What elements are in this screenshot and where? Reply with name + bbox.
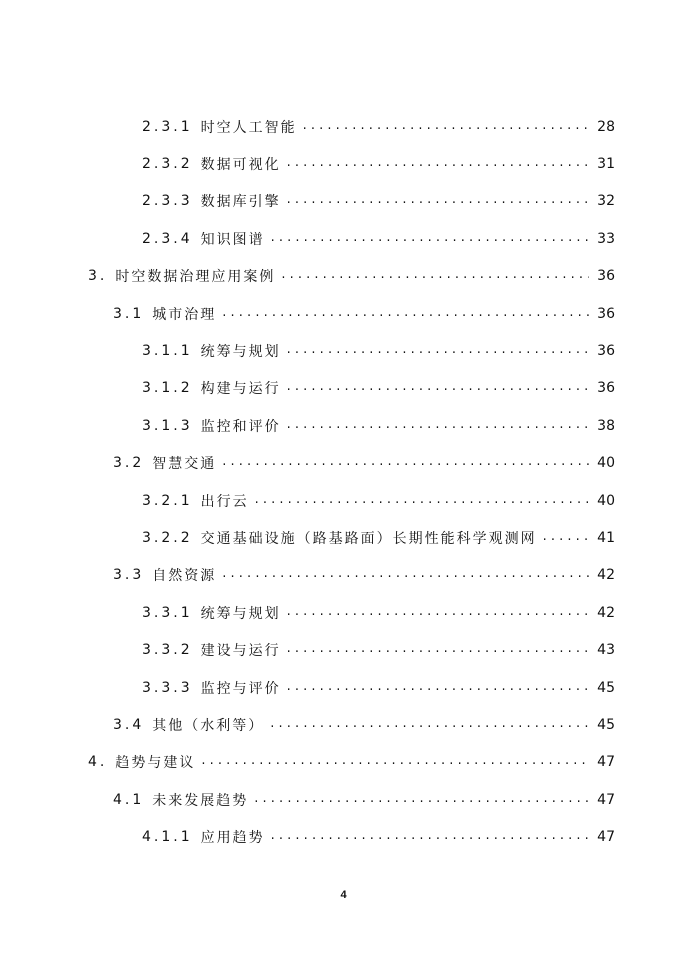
toc-entry-3[interactable]: [0, 258, 687, 295]
dot-leader: [287, 194, 589, 208]
toc-entry-page: 32: [597, 193, 615, 210]
toc-entry-3-1[interactable]: [0, 295, 687, 332]
toc-entry-number: 3.3: [113, 567, 145, 584]
toc-entry-3-1-1[interactable]: [0, 332, 687, 369]
dot-leader: [287, 381, 589, 395]
toc-entry-title: 自然资源: [152, 568, 217, 585]
toc-entry-title: 应用趋势: [200, 830, 265, 847]
toc-entry-4-1-1[interactable]: [0, 818, 687, 855]
dot-leader: [287, 344, 589, 358]
toc-entry-number: 3.1.1: [142, 343, 193, 360]
dot-leader: [287, 606, 589, 620]
toc-entry-page: 42: [597, 604, 615, 621]
toc-entry-title: 监控与评价: [200, 680, 281, 697]
toc-entry-number: 4.: [88, 754, 108, 771]
toc-entry-number: 3.3.2: [142, 642, 193, 659]
toc-entry-title: 统筹与规划: [200, 344, 281, 361]
page-number: 4: [340, 889, 347, 901]
toc-entry-3-3-1[interactable]: [0, 594, 687, 631]
dot-leader: [287, 419, 589, 433]
toc-entry-number: 4.1.1: [142, 829, 193, 846]
toc-entry-page: 40: [597, 455, 615, 472]
toc-entry-3-2-2[interactable]: [0, 519, 687, 556]
toc-entry-title: 出行云: [200, 493, 249, 510]
toc-entry-number: 3.2.1: [142, 492, 193, 509]
dot-leader: [287, 157, 589, 171]
toc-entry-title: 时空人工智能: [200, 119, 297, 136]
toc-entry-title: 建设与运行: [200, 643, 281, 660]
dot-leader: [287, 681, 589, 695]
dot-leader: [303, 120, 589, 134]
toc-entry-2-3-4[interactable]: [0, 220, 687, 257]
toc-entry-number: 4.1: [113, 791, 145, 808]
toc-entry-page: 47: [597, 791, 615, 808]
toc-entry-number: 2.3.1: [142, 118, 193, 135]
toc-entry-3-2[interactable]: [0, 445, 687, 482]
dot-leader: [270, 718, 589, 732]
dot-leader: [287, 643, 589, 657]
toc-entry-number: 3.1.3: [142, 417, 193, 434]
toc-entry-title: 监控和评价: [200, 418, 281, 435]
table-of-contents: [0, 108, 687, 856]
dot-leader: [271, 232, 589, 246]
toc-entry-page: 42: [597, 567, 615, 584]
toc-entry-number: 3.2: [113, 455, 145, 472]
toc-entry-2-3-2[interactable]: [0, 145, 687, 182]
toc-entry-page: 47: [597, 754, 615, 771]
toc-entry-number: 2.3.3: [142, 193, 193, 210]
toc-entry-2-3-1[interactable]: [0, 108, 687, 145]
toc-entry-title: 交通基础设施（路基路面）长期性能科学观测网: [200, 530, 537, 547]
toc-entry-title: 时空数据治理应用案例: [115, 269, 276, 286]
dot-leader: [255, 494, 589, 508]
toc-entry-title: 统筹与规划: [200, 605, 281, 622]
toc-entry-page: 36: [597, 305, 615, 322]
toc-entry-title: 其他（水利等）: [152, 717, 265, 734]
toc-entry-number: 3.3.1: [142, 604, 193, 621]
toc-entry-page: 36: [597, 343, 615, 360]
toc-entry-number: 3.3.3: [142, 679, 193, 696]
toc-entry-number: 3.4: [113, 716, 145, 733]
toc-entry-page: 40: [597, 492, 615, 509]
toc-entry-number: 3.1: [113, 305, 145, 322]
toc-entry-4[interactable]: [0, 744, 687, 781]
toc-entry-3-3-2[interactable]: [0, 631, 687, 668]
toc-entry-title: 城市治理: [152, 306, 217, 323]
toc-entry-title: 趋势与建议: [115, 755, 196, 772]
toc-entry-2-3-3[interactable]: [0, 183, 687, 220]
toc-entry-title: 数据可视化: [200, 157, 281, 174]
toc-entry-number: 3.2.2: [142, 529, 193, 546]
toc-entry-number: 2.3.2: [142, 156, 193, 173]
toc-entry-title: 智慧交通: [152, 456, 217, 473]
toc-entry-3-2-1[interactable]: [0, 482, 687, 519]
toc-entry-number: 3.1.2: [142, 380, 193, 397]
dot-leader: [222, 568, 589, 582]
toc-entry-title: 构建与运行: [200, 381, 281, 398]
dot-leader: [254, 793, 589, 807]
toc-entry-number: 2.3.4: [142, 230, 193, 247]
toc-entry-page: 28: [597, 118, 615, 135]
toc-entry-page: 36: [597, 268, 615, 285]
dot-leader: [281, 269, 589, 283]
toc-entry-title: 知识图谱: [200, 231, 265, 248]
toc-entry-3-3-3[interactable]: [0, 669, 687, 706]
toc-entry-page: 36: [597, 380, 615, 397]
dot-leader: [222, 307, 589, 321]
toc-entry-3-3[interactable]: [0, 557, 687, 594]
toc-entry-3-1-3[interactable]: [0, 407, 687, 444]
dot-leader: [271, 830, 589, 844]
toc-entry-title: 未来发展趋势: [152, 792, 249, 809]
toc-entry-3-4[interactable]: [0, 706, 687, 743]
toc-entry-number: 3.: [88, 268, 108, 285]
toc-entry-title: 数据库引擎: [200, 194, 281, 211]
toc-entry-4-1[interactable]: [0, 781, 687, 818]
toc-entry-page: 41: [597, 529, 615, 546]
dot-leader: [201, 755, 589, 769]
dot-leader: [222, 456, 589, 470]
toc-entry-page: 47: [597, 829, 615, 846]
toc-entry-page: 45: [597, 679, 615, 696]
toc-entry-page: 45: [597, 716, 615, 733]
toc-entry-page: 38: [597, 417, 615, 434]
toc-entry-3-1-2[interactable]: [0, 370, 687, 407]
toc-entry-page: 31: [597, 156, 615, 173]
toc-entry-page: 33: [597, 230, 615, 247]
dot-leader: [543, 531, 589, 545]
toc-entry-page: 43: [597, 642, 615, 659]
